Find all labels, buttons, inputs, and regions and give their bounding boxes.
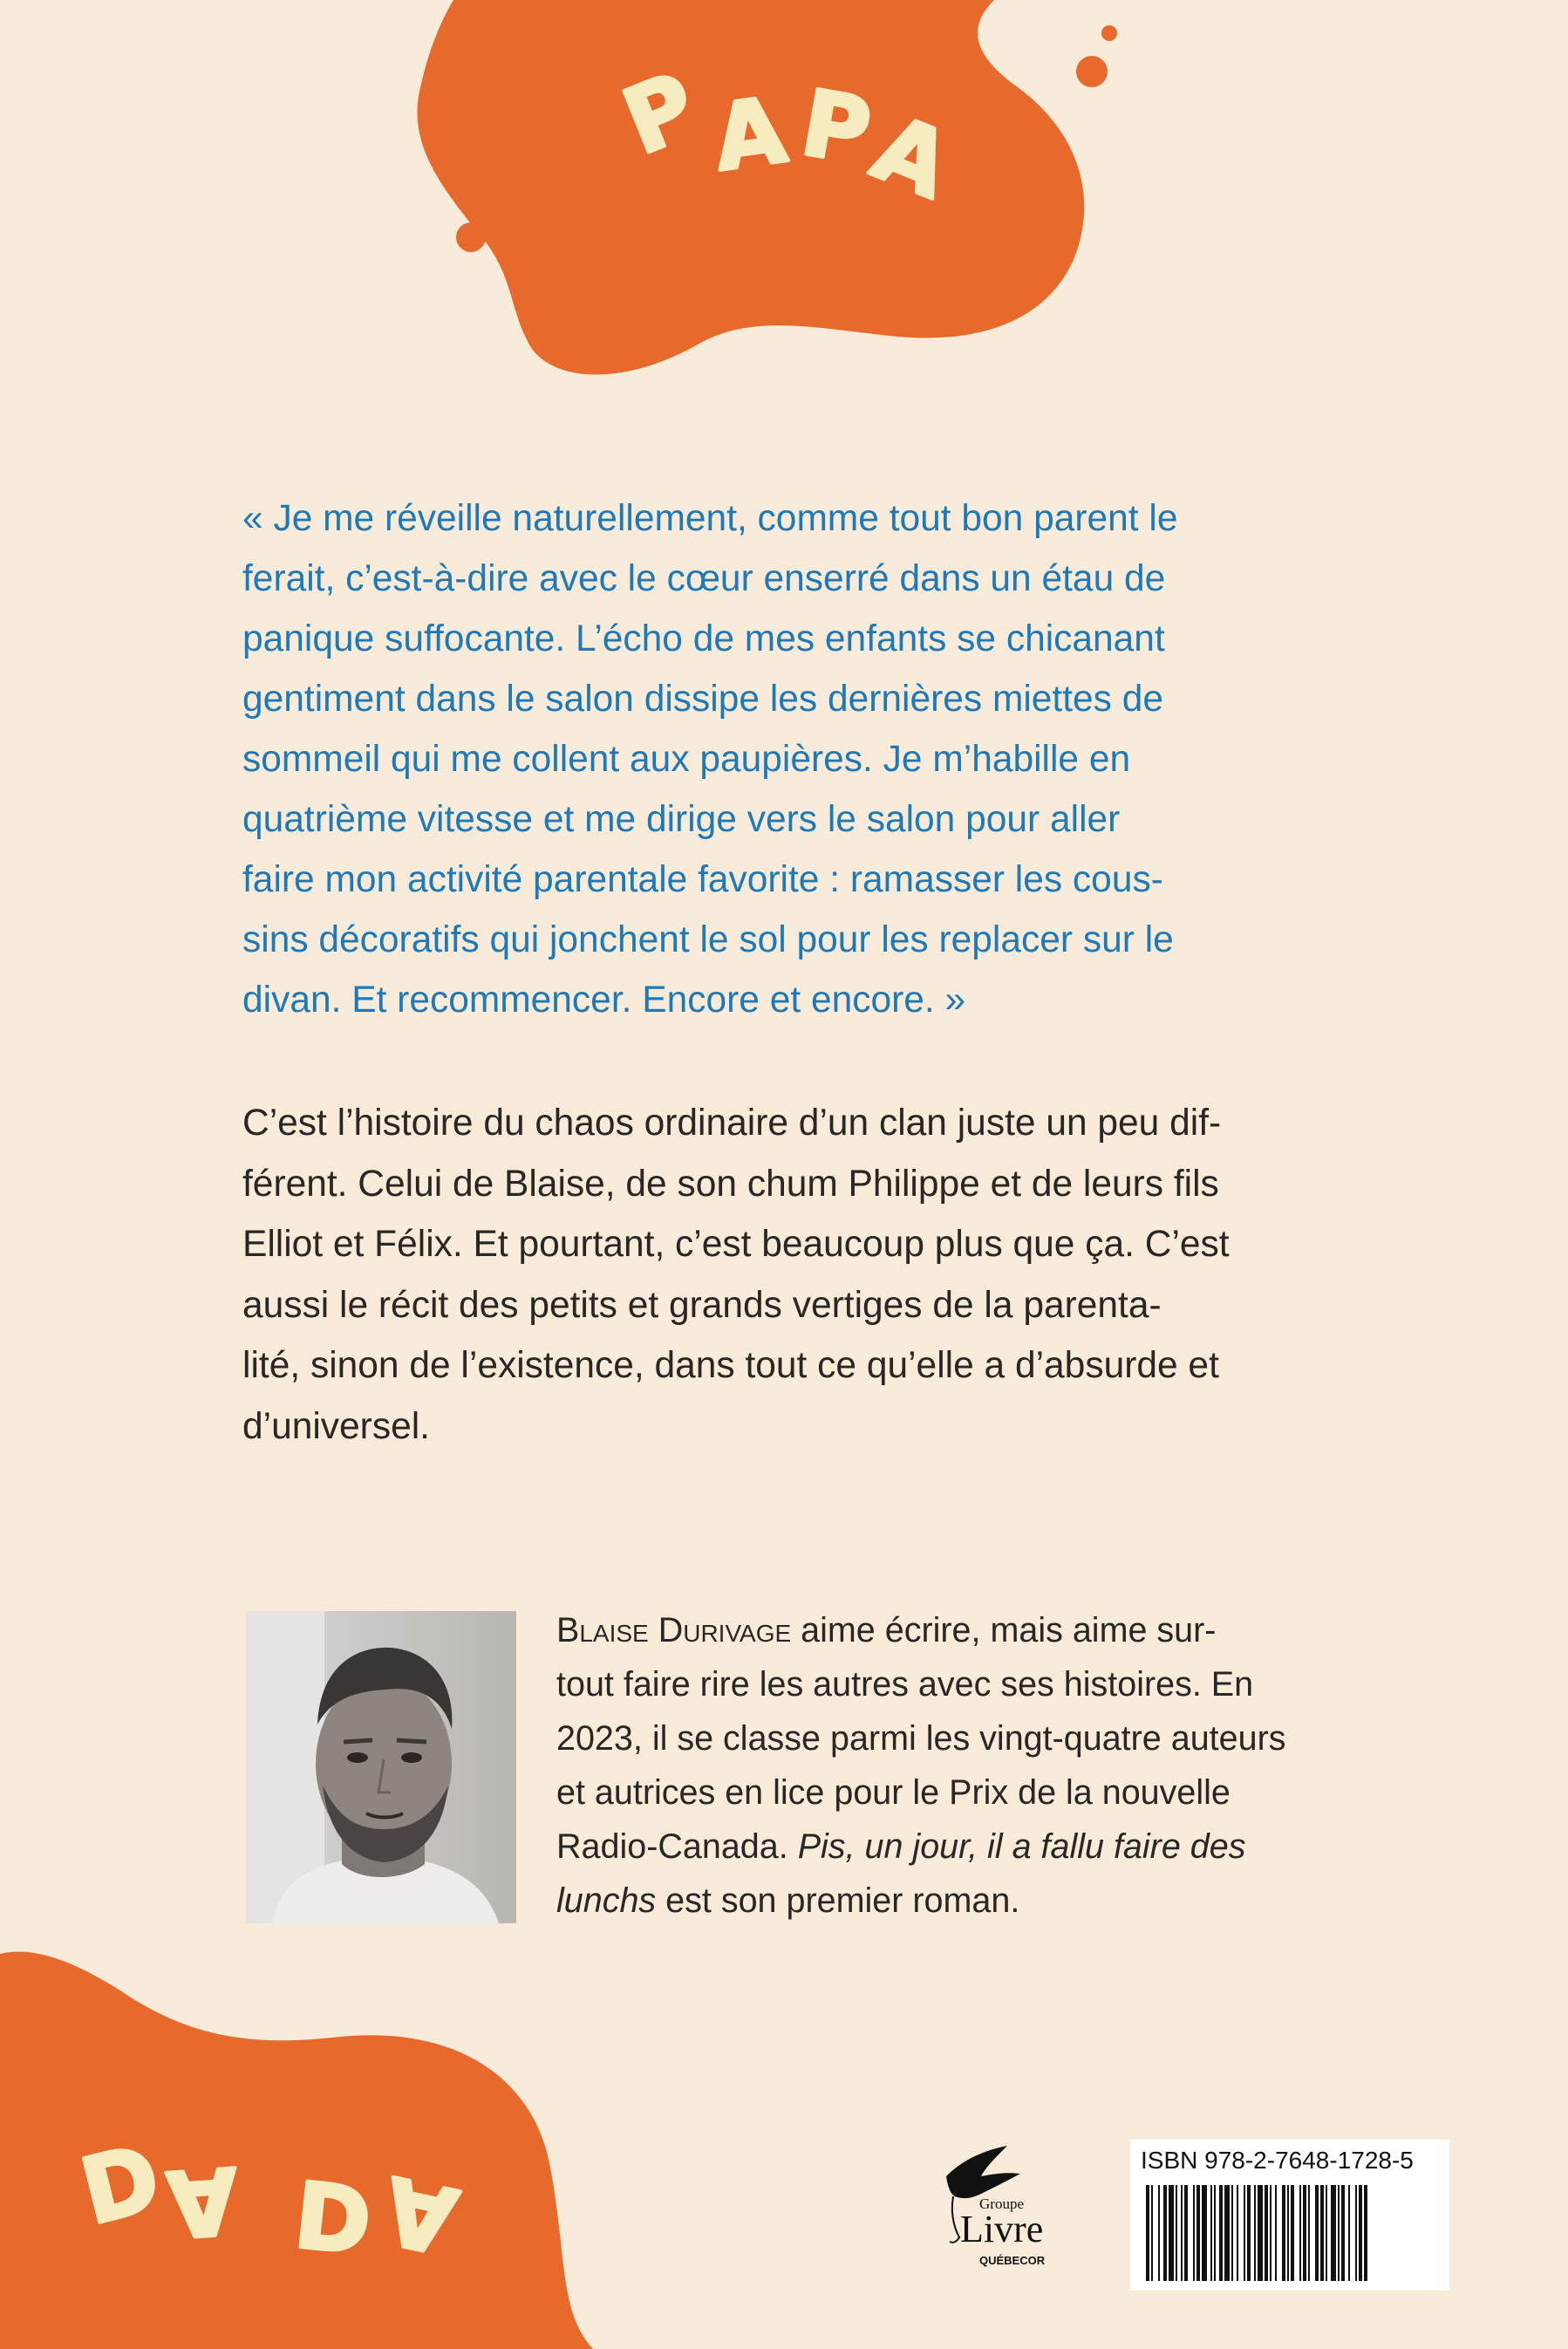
barcode-bar [1244, 2185, 1245, 2281]
barcode-bar [1338, 2185, 1340, 2281]
top-blob-dot-large [1076, 56, 1108, 87]
barcode-bar [1184, 2185, 1188, 2281]
barcode-bar [1151, 2185, 1153, 2281]
description-line: lité, sinon de l’existence, dans tout ce qu’elle a d’absurde et [242, 1345, 1219, 1386]
barcode-bar [1224, 2185, 1230, 2281]
barcode-bar [1270, 2185, 1271, 2281]
barcode-bar [1214, 2185, 1216, 2281]
barcode-bar [1219, 2185, 1223, 2281]
barcode-bar [1331, 2185, 1336, 2281]
barcode-bar [1320, 2185, 1324, 2281]
book-title-part-1: Pis, un jour, il a fallu faire des [797, 1827, 1246, 1866]
barcode-bar [1158, 2185, 1160, 2281]
top-blob-dot-left [456, 222, 486, 252]
barcode-bar [1265, 2185, 1268, 2281]
quote-line: sins décoratifs qui jonchent le sol pour les replacer sur le [242, 919, 1174, 960]
isbn-text: ISBN 978-2-7648-1728-5 [1141, 2147, 1414, 2174]
publisher-line-3: QUÉBECOR [979, 2254, 1046, 2267]
barcode-bar [1231, 2185, 1233, 2281]
book-title-part-2: lunchs [556, 1881, 657, 1920]
barcode-bar [1364, 2185, 1367, 2281]
barcode-bar [1181, 2185, 1183, 2281]
description-text [242, 1093, 1315, 1457]
barcode-bar [1258, 2185, 1263, 2281]
dada-letter-1: D [71, 2123, 170, 2246]
barcode-bar [1196, 2185, 1200, 2281]
barcode-bar [1282, 2185, 1285, 2281]
quote-line: gentiment dans le salon dissipe les dernières miettes de [242, 679, 1164, 720]
description-line: aussi le récit des petits et grands vertiges de la parenta- [242, 1284, 1162, 1326]
description-line: C’est l’histoire du chaos ordinaire d’un clan juste un peu dif- [242, 1103, 1222, 1144]
barcode-bar [1202, 2185, 1207, 2281]
barcode-bar [1308, 2185, 1310, 2281]
barcode [1141, 2185, 1439, 2281]
publisher-line-2: Livre [960, 2208, 1044, 2250]
author-bio [556, 1603, 1324, 1928]
barcode-bar [1359, 2185, 1362, 2281]
author-photo [246, 1611, 516, 1923]
description-line: férent. Celui de Blaise, de son chum Philippe et de leurs fils [242, 1163, 1219, 1205]
quote-line: panique suffocante. L’écho de mes enfants se chicanant [242, 618, 1165, 659]
bio-line-3: 2023, il se classe parmi les vingt-quatre auteurs [556, 1719, 1286, 1758]
barcode-bar [1254, 2185, 1256, 2281]
quote-line: quatrième vitesse et me dirige vers le salon pour aller [242, 799, 1121, 840]
barcode-bar [1146, 2185, 1149, 2281]
barcode-bar [1326, 2185, 1327, 2281]
barcode-bar [1193, 2185, 1195, 2281]
barcode-bar [1210, 2185, 1212, 2281]
barcode-bar [1355, 2185, 1357, 2281]
barcode-bar [1176, 2185, 1177, 2281]
quote-line: divan. Et recommencer. Encore et encore. » [242, 980, 966, 1021]
papa-letter-2: A [707, 76, 793, 192]
bio-line-4: et autrices en lice pour le Prix de la nouvelle [556, 1773, 1231, 1812]
barcode-bar [1287, 2185, 1289, 2281]
bio-line-2: tout faire rire les autres avec ses histoires. En [556, 1665, 1254, 1704]
publisher-logo [911, 2146, 1068, 2277]
barcode-bar [1247, 2185, 1251, 2281]
bio-line-1: Blaise Durivage aime écrire, mais aime sur- [556, 1611, 1217, 1649]
barcode-bar [1275, 2185, 1277, 2281]
barcode-bar [1303, 2185, 1306, 2281]
barcode-bar [1341, 2185, 1345, 2281]
publisher-bird-icon [911, 2146, 1068, 2277]
barcode-bar [1299, 2185, 1301, 2281]
dada-letter-2: A [163, 2146, 242, 2257]
barcode-bar [1291, 2185, 1294, 2281]
quote-text [242, 488, 1315, 1030]
bio-line-5: Radio-Canada. Pis, un jour, il a fallu faire des [556, 1827, 1246, 1866]
quote-line: ferait, c’est-à-dire avec le cœur enserré dans un étau de [242, 558, 1166, 599]
top-blob [0, 0, 1568, 401]
author-name: Blaise Durivage [556, 1611, 792, 1649]
barcode-bar [1163, 2185, 1167, 2281]
description-line: d’universel. [242, 1405, 430, 1447]
dada-letter-4: A [374, 2155, 467, 2275]
top-blob-dot-small [1101, 25, 1117, 41]
papa-letter-1: P [609, 51, 712, 176]
publisher-line-1: Groupe [979, 2195, 1024, 2212]
papa-letter-4: A [859, 94, 965, 220]
barcode-bar [1237, 2185, 1238, 2281]
barcode-bar [1315, 2185, 1319, 2281]
papa-letter-3: P [794, 69, 878, 186]
quote-line: faire mon activité parentale favorite : ramasser les cous- [242, 859, 1163, 900]
bio-line-6: lunchs est son premier roman. [556, 1881, 1020, 1920]
description-line: Elliot et Félix. Et pourtant, c’est beaucoup plus que ça. C’est [242, 1224, 1230, 1265]
quote-line: « Je me réveille naturellement, comme tout bon parent le [242, 498, 1178, 539]
isbn-barcode-box [1130, 2140, 1449, 2291]
barcode-bar [1169, 2185, 1174, 2281]
dada-letter-3: D [290, 2161, 376, 2276]
barcode-bar [1348, 2185, 1350, 2281]
quote-line: sommeil qui me collent aux paupières. Je m’habille en [242, 739, 1131, 780]
